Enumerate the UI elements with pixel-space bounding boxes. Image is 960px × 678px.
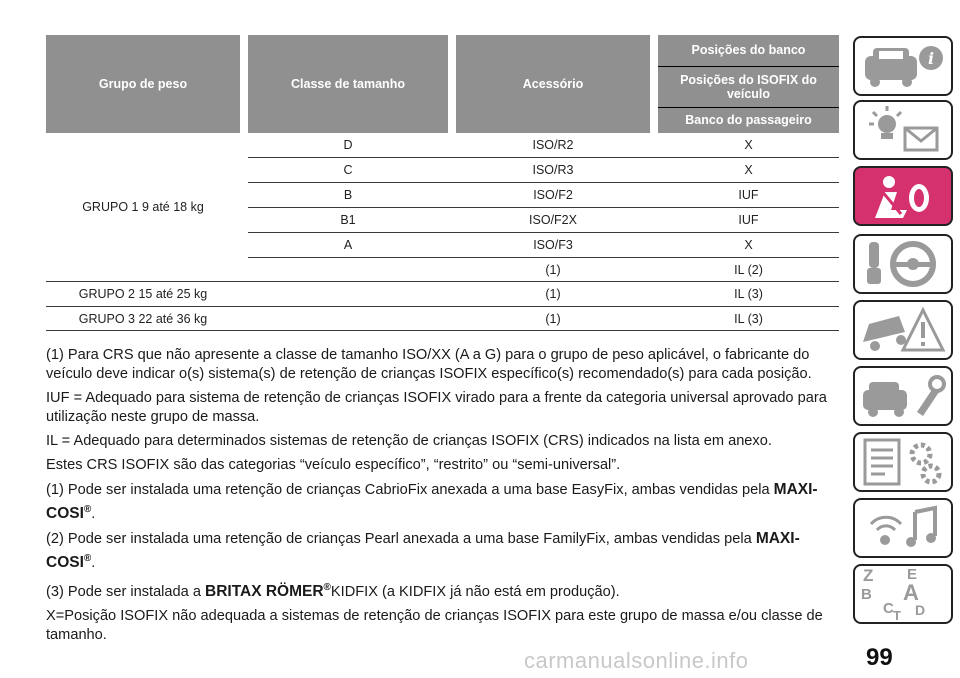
cell-grupo: GRUPO 3 22 até 36 kg bbox=[78, 312, 208, 326]
tab-steering-key[interactable] bbox=[853, 234, 953, 294]
footnote-3 bbox=[46, 578, 839, 602]
note-iuf: IUF = Adequado para sistema de retenção de crianças ISOFIX virado para a frente da categoria universal aprovado para utilização neste grupo de massa. bbox=[46, 390, 827, 425]
note-il: IL = Adequado para determinados sistemas de retenção de crianças ISOFIX (CRS) indicados na lista em anexo. bbox=[46, 433, 772, 449]
multimedia-icon bbox=[855, 500, 951, 556]
header-posicoes-banco: Posições do banco bbox=[658, 35, 839, 66]
cell-passageiro: IUF bbox=[738, 213, 759, 227]
cell-passageiro: X bbox=[744, 163, 753, 177]
maintenance-car-icon bbox=[855, 368, 951, 424]
cell-classe: C bbox=[343, 163, 353, 177]
brand-britax-romer bbox=[205, 583, 331, 600]
emergency-crash-icon bbox=[855, 302, 951, 358]
page-number: 99 bbox=[866, 644, 893, 671]
tab-multimedia[interactable] bbox=[853, 498, 953, 558]
tab-maintenance[interactable] bbox=[853, 366, 953, 426]
cell-passageiro: X bbox=[744, 138, 753, 152]
footnote-1 bbox=[46, 480, 839, 524]
header-acessorio: Acessório bbox=[456, 35, 650, 133]
table-header bbox=[46, 35, 839, 133]
brand-text: MAXI-COSI bbox=[46, 530, 800, 572]
tab-car-info[interactable] bbox=[853, 36, 953, 96]
index-letter: T bbox=[893, 608, 901, 623]
header-banco-passageiro: Banco do passageiro bbox=[658, 108, 839, 133]
tab-safety[interactable] bbox=[853, 166, 953, 226]
footnote-text: (2) Pode ser instalada uma retenção de crianças Pearl anexada a uma base FamilyFix, ambas vendidas pela bbox=[46, 531, 756, 548]
row-divider bbox=[46, 330, 839, 331]
index-letter: B bbox=[861, 586, 872, 603]
registered-mark: ® bbox=[323, 582, 331, 594]
cell-classe: B1 bbox=[340, 213, 356, 227]
cell-acessorio: ISO/R2 bbox=[532, 138, 574, 152]
index-letter: E bbox=[907, 566, 918, 583]
technical-data-icon bbox=[855, 434, 951, 490]
cell-acessorio: (1) bbox=[545, 263, 561, 277]
cell-classe: D bbox=[343, 138, 353, 152]
cell-classe: A bbox=[343, 238, 353, 252]
index-letter: C bbox=[883, 600, 894, 617]
footnote-text: (3) Pode ser instalada a bbox=[46, 584, 205, 601]
footnote-2 bbox=[46, 529, 839, 573]
footnote-text: (1) Pode ser instalada uma retenção de crianças CabrioFix anexada a uma base EasyFix, ambas vendidas pela bbox=[46, 482, 774, 498]
cell-acessorio: ISO/R3 bbox=[532, 163, 574, 177]
note-estes: Estes CRS ISOFIX são das categorias “veículo específico”, “restrito” ou “semi-universal”. bbox=[46, 457, 621, 473]
notes-section bbox=[46, 346, 839, 650]
footnote-text: . bbox=[91, 555, 96, 572]
cell-passageiro: X bbox=[744, 238, 753, 252]
cell-acessorio: (1) bbox=[545, 287, 561, 301]
steering-key-icon bbox=[855, 236, 951, 292]
header-posicoes-isofix: Posições do ISOFIX do veículo bbox=[658, 67, 839, 107]
note-1: (1) Para CRS que não apresente a classe de tamanho ISO/XX (A a G) para o grupo de peso aplicável, o fabricante do veículo deve indicar o(s) sistema(s) de retenção de crianças ISOFIX específico(s) recomendado(s) para cada posição. bbox=[46, 347, 812, 382]
tab-technical-data[interactable] bbox=[853, 432, 953, 492]
index-letters-icon bbox=[855, 566, 951, 622]
table-body bbox=[46, 133, 839, 331]
tab-warning-lights[interactable] bbox=[853, 100, 953, 160]
cell-passageiro: IL (3) bbox=[734, 312, 763, 326]
index-letter: A bbox=[903, 580, 919, 605]
cell-acessorio: ISO/F3 bbox=[533, 238, 573, 252]
cell-passageiro: IUF bbox=[738, 188, 759, 202]
cell-passageiro: IL (3) bbox=[734, 287, 763, 301]
watermark: carmanualsonline.info bbox=[524, 648, 749, 673]
tab-index[interactable] bbox=[853, 564, 953, 624]
tab-emergency[interactable] bbox=[853, 300, 953, 360]
cell-acessorio: ISO/F2 bbox=[533, 188, 573, 202]
footnote-text: KIDFIX (a KIDFIX já não está em produção). bbox=[330, 584, 620, 601]
index-letter: D bbox=[915, 602, 926, 618]
note-x-definition: X=Posição ISOFIX não adequada a sistemas de retenção de crianças ISOFIX para este grupo de massa e/ou classe de tamanho. bbox=[46, 608, 823, 644]
brand-text: MAXI-COSI bbox=[46, 481, 818, 523]
svg-text:i: i bbox=[927, 49, 935, 68]
registered-mark: ® bbox=[83, 553, 92, 565]
header-grupo: Grupo de peso bbox=[46, 35, 240, 133]
cell-classe: B bbox=[343, 188, 353, 202]
cell-acessorio: ISO/F2X bbox=[529, 213, 577, 227]
group1-label: GRUPO 1 9 até 18 kg bbox=[82, 200, 204, 214]
car-info-icon bbox=[855, 38, 951, 94]
cell-acessorio: (1) bbox=[545, 312, 561, 326]
cell-classe bbox=[248, 258, 448, 282]
index-letter: Z bbox=[863, 566, 874, 585]
cell-grupo: GRUPO 2 15 até 25 kg bbox=[78, 287, 208, 301]
registered-mark: ® bbox=[83, 504, 92, 515]
cell-passageiro: IL (2) bbox=[734, 263, 763, 277]
brand-text: BRITAX RÖMER bbox=[205, 583, 324, 601]
warning-lights-icon bbox=[855, 102, 951, 158]
safety-seat-airbag-icon bbox=[855, 168, 951, 224]
isofix-table bbox=[46, 35, 839, 331]
footnote-text: . bbox=[91, 506, 96, 523]
header-classe: Classe de tamanho bbox=[248, 35, 448, 133]
